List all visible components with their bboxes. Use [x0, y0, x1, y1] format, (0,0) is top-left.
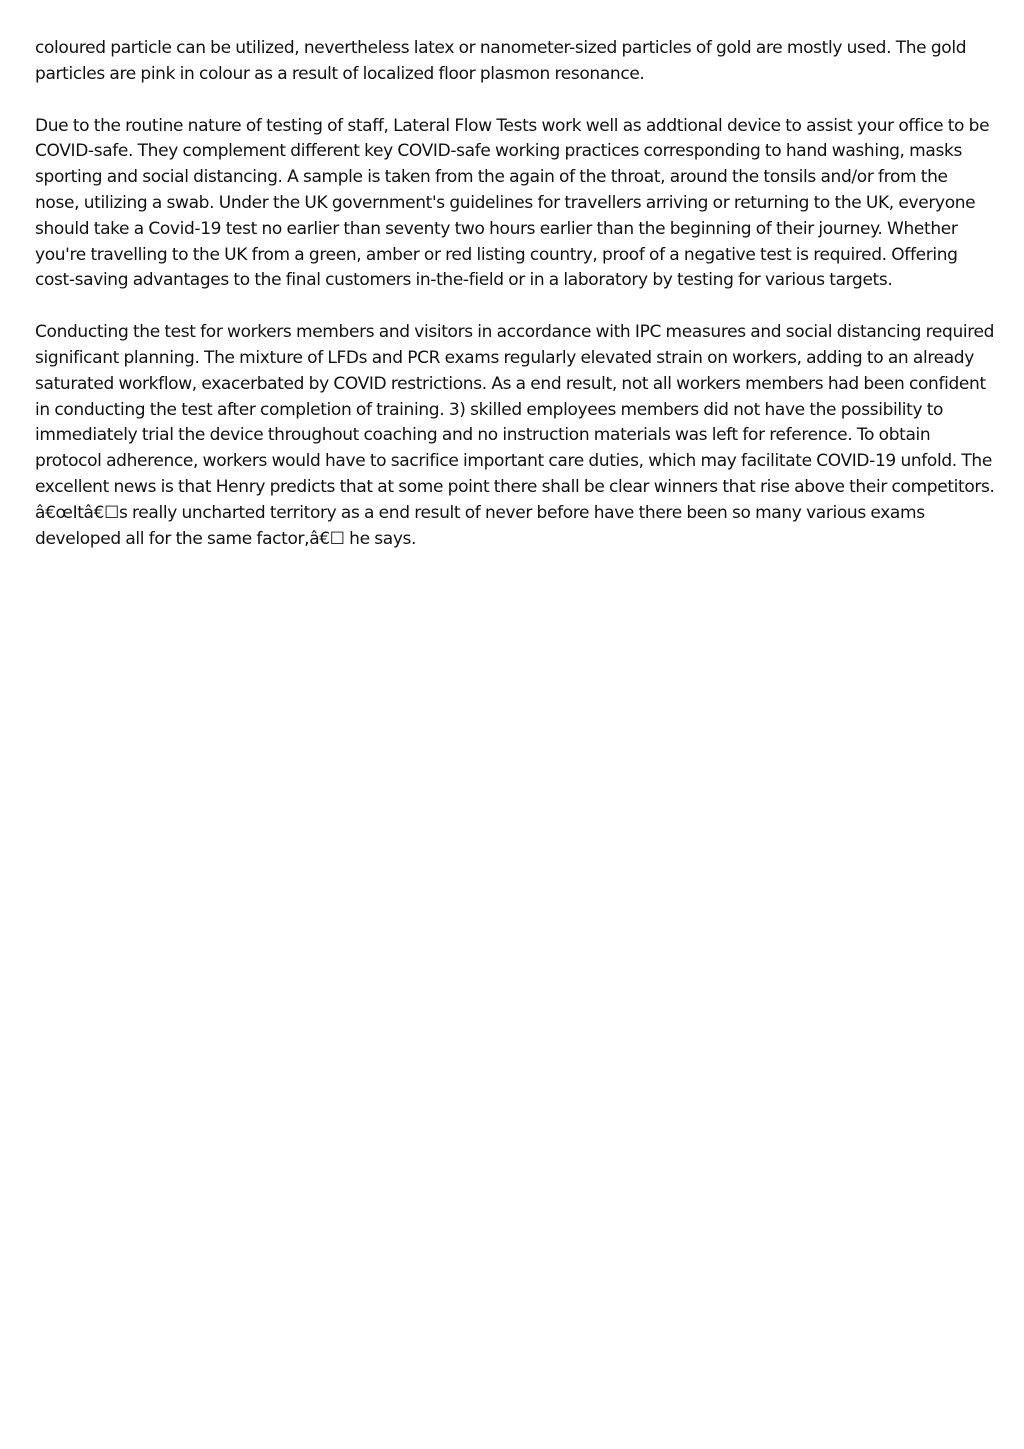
paragraph-2: Due to the routine nature of testing of staff, Lateral Flow Tests work well as addtional device to assist your office to be COVID-safe. They complement different key COVID-safe working practices corresponding to hand washing, masks sporting and social distancing. A sample is taken from the again of the throat, around the tonsils and/or from the nose, utilizing a swab. Under the UK government's guidelines for travellers arriving or returning to the UK, everyone should take a Covid-19 test no earlier than seventy two hours earlier than the beginning of their journey. Whether you're travelling to the UK from a green, amber or red listing country, proof of a negative test is required. Offering cost-saving advantages to the final customers in-the-field or in a laboratory by testing for various targets. — [35, 115, 990, 291]
paragraph-3: Conducting the test for workers members and visitors in accordance with IPC measures and social distancing required significant planning. The mixture of LFDs and PCR exams regularly elevated strain on workers, adding to an already saturated workflow, exacerbated by COVID restrictions. As a end result, not all workers members had been confident in conducting the test after completion of training. 3) skilled employees members did not have the possibility to immediately trial the device throughout coaching and no instruction materials was left for reference. To obtain protocol adherence, workers would have to sacrifice important care duties, which may facilitate COVID-19 unfold. The excellent news is that Henry predicts that at some point there shall be clear winners that rise above their competitors. â€œItâ€☐s really uncharted territory as a end result of never before have there been so many various exams developed all for the same factor,â€☐ he says. — [35, 322, 995, 549]
document-body — [35, 36, 995, 578]
paragraph-1: coloured particle can be utilized, nevertheless latex or nanometer-sized particles of gold are mostly used. The gold particles are pink in colour as a result of localized floor plasmon resonance. — [35, 38, 967, 84]
